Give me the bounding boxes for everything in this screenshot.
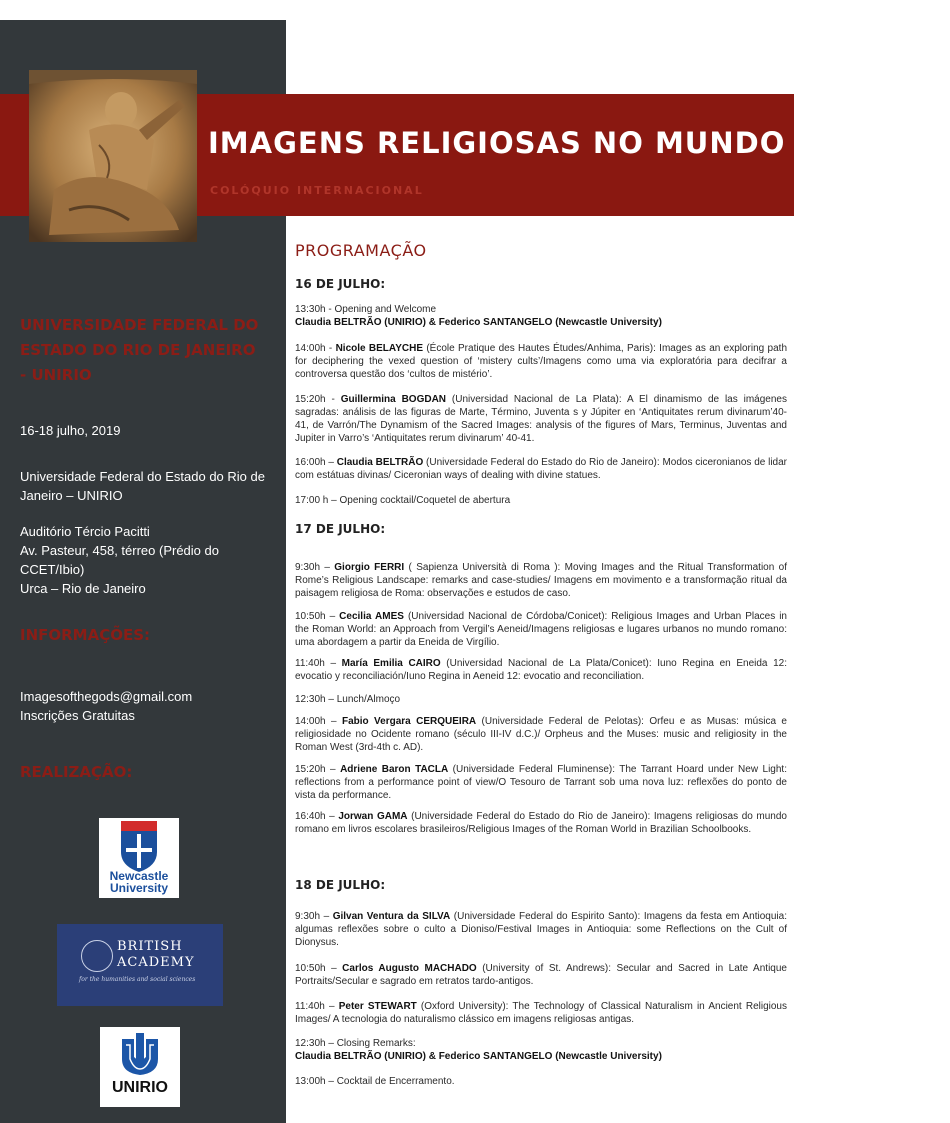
newcastle-text: University xyxy=(109,881,169,895)
day-heading: 18 DE JULHO: xyxy=(295,878,386,892)
relief-image xyxy=(29,70,197,242)
british-academy-logo xyxy=(57,924,223,1006)
venue-line: Universidade Federal do Estado do Rio de xyxy=(20,469,265,484)
program-heading: PROGRAMAÇÃO xyxy=(295,241,427,260)
schedule-item: 16:00h – Claudia BELTRÃO (Universidade Federal do Estado do Rio de Janeiro): Modos ciceronianos de lidar com estátuas divinas/ Ciceronian ways of dealing with divine statues. xyxy=(295,457,788,481)
address-line: Urca – Rio de Janeiro xyxy=(20,581,146,596)
schedule-item: 16:40h – Jorwan GAMA (Universidade Federal do Estado do Rio de Janeiro): Imagens religiosas do mundo romano em livros escolares brasileiros/Religious Images of the Roman World in Brazilian Schoolbooks. xyxy=(295,811,787,835)
page-subtitle: COLÓQUIO INTERNACIONAL xyxy=(210,184,424,197)
schedule-item: 13:00h – Cocktail de Encerramento. xyxy=(295,1076,455,1087)
venue xyxy=(20,467,280,505)
newcastle-logo xyxy=(99,818,179,898)
schedule-item: 15:20h – Adriene Baron TACLA (Universidade Federal Fluminense): The Tarrant Hoard under New Light: reflections from a performance point of view/O Tesouro de Tarrant sob uma nova luz: reflexões do ponto de vista da performance. xyxy=(295,764,787,801)
university-line: UNIVERSIDADE FEDERAL DO xyxy=(20,316,259,334)
day-heading: 17 DE JULHO: xyxy=(295,522,386,536)
university-line: - UNIRIO xyxy=(20,366,92,384)
unirio-logo xyxy=(100,1027,180,1107)
schedule-item: 15:20h - Guillermina BOGDAN (Universidad Nacional de La Plata): A El dinamismo de las imágenes sagradas: análisis de las figuras de Marte, Término, Juventa s y Júpiter en ‘Antiquitates rerum divinarum’40-41, de Varrón/The Dynamism of the Sacred Images: analysis of the figures of Mars, Terminus, Juventas and Jupiter in Varro’s ‘Antiquitates rerum divinarum’ 40-41. xyxy=(295,394,787,444)
schedule-item: 10:50h – Cecilia AMES (Universidad Nacional de Córdoba/Conicet): Religious Images and Urban Places in the Roman World: an Approach from Vergil’s Aeneid/Imagens religiosas e lugares urbanos no mundo romano: uma abordagem a partir da Eneida de Virgílio. xyxy=(295,611,787,648)
schedule-item: 13:30h - Opening and Welcome Claudia BELTRÃO (UNIRIO) & Federico SANTANGELO (Newcastle University) xyxy=(295,304,662,328)
day-heading: 16 DE JULHO: xyxy=(295,277,386,291)
british-tagline: for the humanities and social sciences xyxy=(79,976,196,983)
email-link[interactable]: Imagesofthegods@gmail.com xyxy=(20,689,193,704)
unirio-wordmark: UNIRIO xyxy=(112,1079,168,1096)
schedule-item: 12:30h – Lunch/Almoço xyxy=(295,694,401,705)
schedule-item: 10:50h – Carlos Augusto MACHADO (University of St. Andrews): Secular and Sacred in Late Antique Portraits/Secular e sagrado em retratos tardo-antigos. xyxy=(295,963,787,987)
address-line: Av. Pasteur, 458, térreo (Prédio do xyxy=(20,543,219,558)
british-text: BRITISH xyxy=(117,939,183,954)
schedule-item: 9:30h – Gilvan Ventura da SILVA (Universidade Federal do Espirito Santo): Imagens da festa em Antioquia: algumas reflexões sobre o culto a Dioniso/Festival Images in Antioquia: some Reflections on the Cult of Dionysus. xyxy=(295,911,787,948)
schedule-item: 9:30h – Giorgio FERRI ( Sapienza Università di Roma ): Moving Images and the Ritual Transformation of Rome’s Religious Landscape: remarks and case-studies/ Imagens em movimento e a transformação ritual da paisagem religiosa de Roma: observações e estudos de caso. xyxy=(295,562,787,599)
schedule-item: 11:40h – María Emilia CAIRO (Universidad Nacional de La Plata/Conicet): Iuno Regina en Eneida 12: evocatio y reconciliación/Iuno Regina in Aeneid 12: evocatio and reconciliation. xyxy=(295,658,787,682)
newcastle-wordmark xyxy=(99,870,179,894)
schedule-item: 17:00 h – Opening cocktail/Coquetel de abertura xyxy=(295,495,511,506)
page-title: IMAGENS RELIGIOSAS NO MUNDO ROMANO xyxy=(208,126,950,160)
schedule-item: 14:00h – Fabio Vergara CERQUEIRA (Universidade Federal de Pelotas): Orfeu e as Musas: música e religiosidade no Ocidente romano (século III-IV d.C.)/ Orpheus and the Muses: music and religiosity in the Roman West (3rd-4th c. AD). xyxy=(295,716,787,753)
schedule-item: 14:00h - Nicole BELAYCHE (École Pratique des Hautes Études/Anhima, Paris): Images as an exploring path for deciphering the vexed question of ‘mistery cults’/Imagens como uma via exploratória para decifrar a controversa questão dos ‘cultos de mistério’. xyxy=(295,343,788,380)
info-heading: INFORMAÇÕES: xyxy=(20,626,151,644)
schedule-item: 12:30h – Closing Remarks: Claudia BELTRÃO (UNIRIO) & Federico SANTANGELO (Newcastle University) xyxy=(295,1038,662,1062)
university-heading xyxy=(20,313,258,388)
event-dates: 16-18 julho, 2019 xyxy=(20,423,121,438)
address-line: CCET/Ibio) xyxy=(20,562,85,577)
british-academy-wordmark xyxy=(117,939,195,971)
seal-icon xyxy=(81,940,113,972)
newcastle-text: Newcastle xyxy=(109,869,169,883)
british-text: ACADEMY xyxy=(117,955,195,970)
contact-info xyxy=(20,687,280,725)
venue-line: Janeiro – UNIRIO xyxy=(20,488,123,503)
address xyxy=(20,522,280,598)
organizers-heading: REALIZAÇÃO: xyxy=(20,763,133,781)
registration-note: Inscrições Gratuitas xyxy=(20,708,135,723)
address-line: Auditório Tércio Pacitti xyxy=(20,524,150,539)
schedule-item: 11:40h – Peter STEWART (Oxford University): The Technology of Classical Naturalism in Ancient Religious Images/ A tecnologia do naturalismo clássico em imagens religiosas antigas. xyxy=(295,1001,787,1025)
university-line: ESTADO DO RIO DE JANEIRO xyxy=(20,341,256,359)
